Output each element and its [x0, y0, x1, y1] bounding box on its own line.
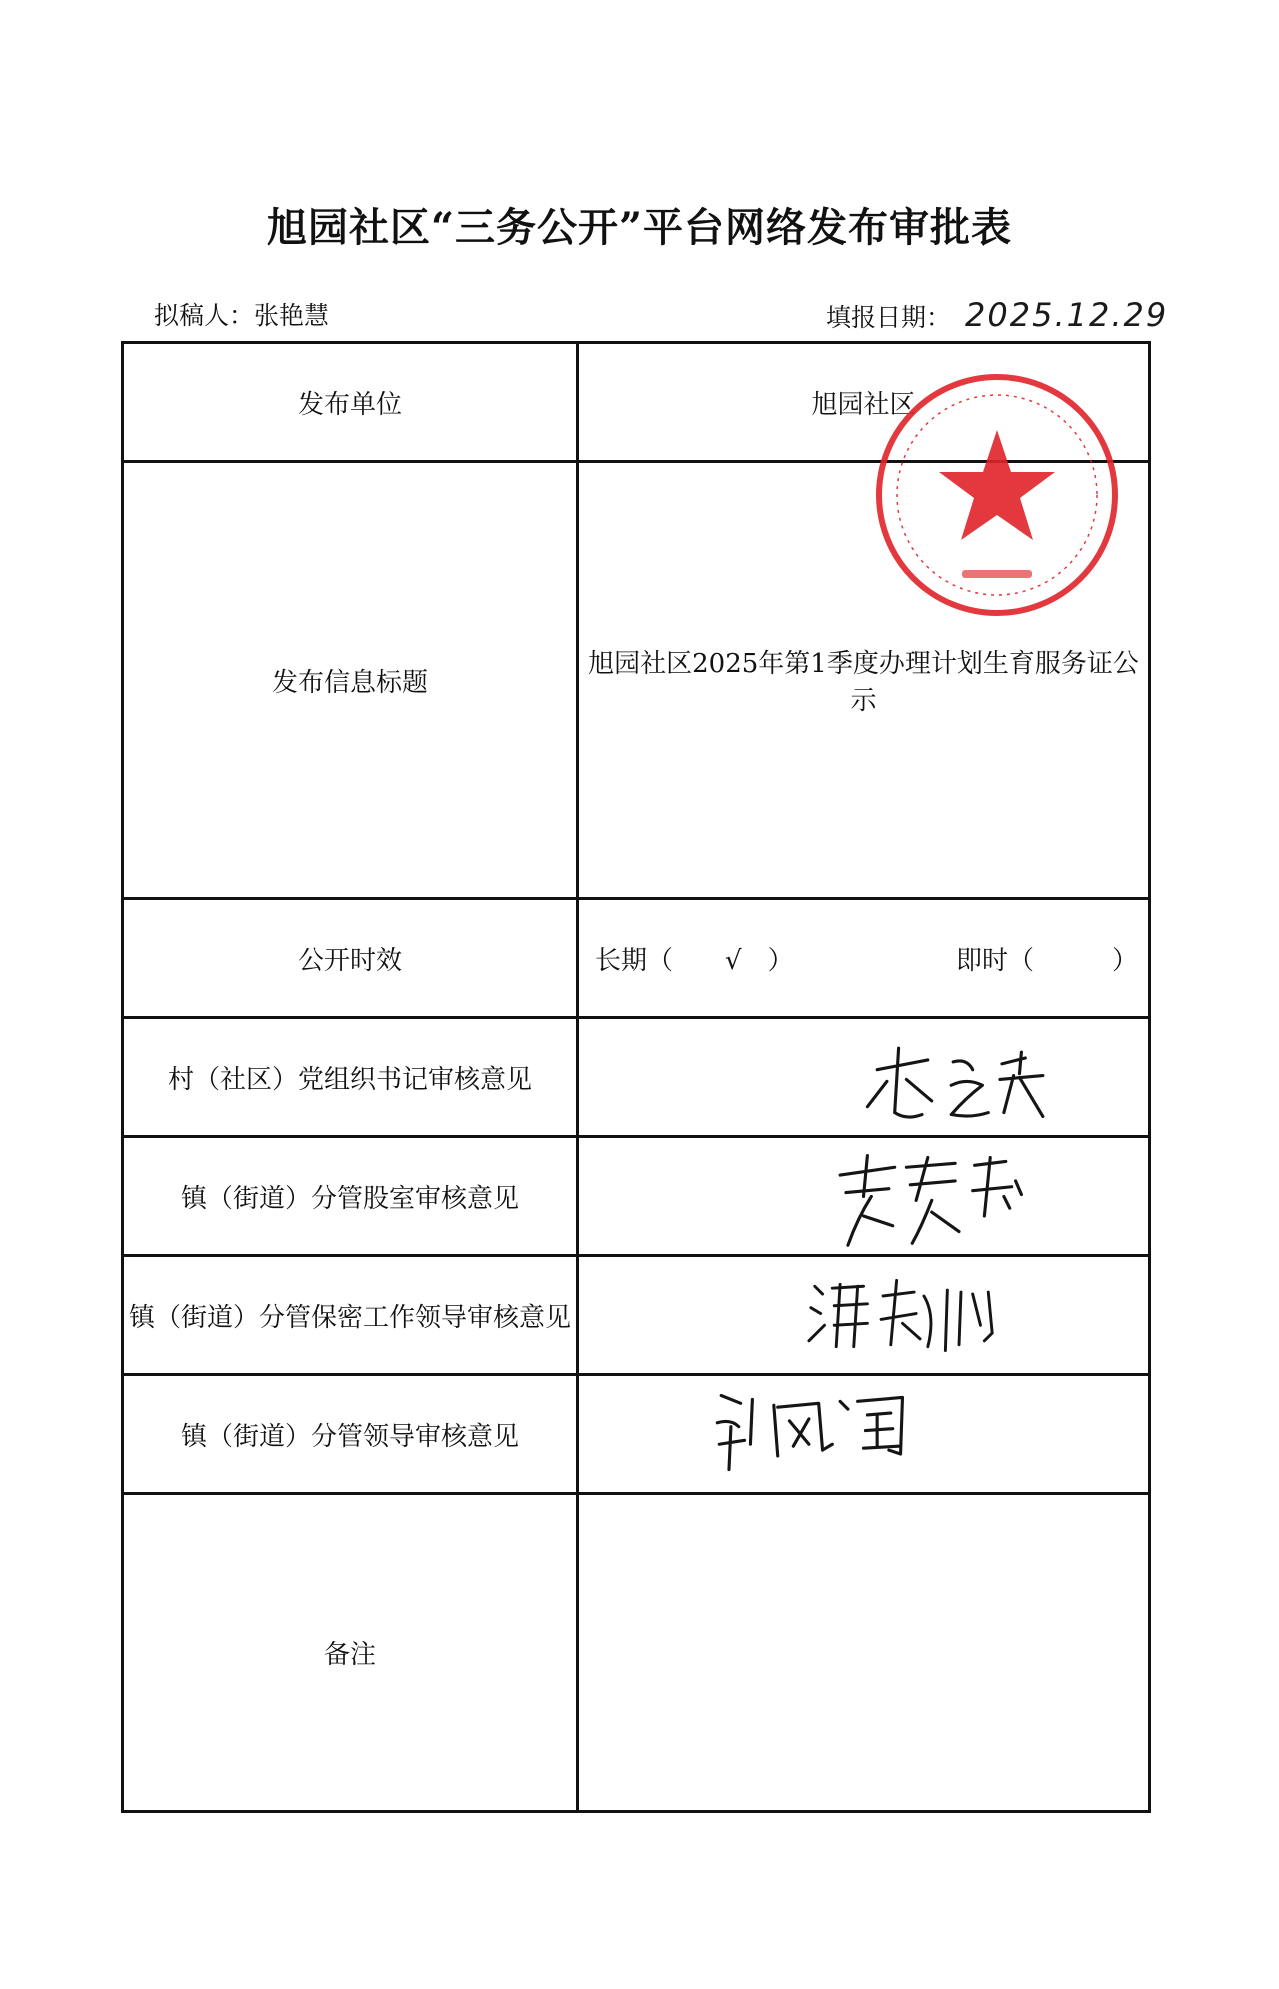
remarks-label: 备注 — [123, 1494, 578, 1812]
date-line — [826, 296, 1168, 334]
drafter-label: 拟稿人： — [154, 301, 255, 330]
secrecy-leader-signature — [578, 1256, 1150, 1375]
table-row — [123, 1256, 1150, 1375]
document-title: 旭园社区“三务公开”平台网络发布审批表 — [266, 204, 1012, 251]
signature-division-leader — [579, 1376, 1148, 1492]
info-title-value: 旭园社区2025年第1季度办理计划生育服务证公示 — [578, 462, 1150, 899]
division-leader-signature — [578, 1375, 1150, 1494]
remarks-value — [578, 1494, 1150, 1812]
party-secretary-label: 村（社区）党组织书记审核意见 — [123, 1018, 578, 1137]
party-secretary-signature — [578, 1018, 1150, 1137]
signature-secrecy-leader — [579, 1257, 1148, 1373]
signature-division-office — [579, 1138, 1148, 1254]
division-office-label: 镇（街道）分管股室审核意见 — [123, 1137, 578, 1256]
drafter-line — [154, 296, 329, 332]
publisher-label: 发布单位 — [123, 343, 578, 462]
signature-party-secretary — [579, 1019, 1148, 1135]
publisher-value: 旭园社区 — [578, 343, 1150, 462]
table-row — [123, 1494, 1150, 1812]
info-title-label: 发布信息标题 — [123, 462, 578, 899]
secrecy-leader-label: 镇（街道）分管保密工作领导审核意见 — [123, 1256, 578, 1375]
division-office-signature — [578, 1137, 1150, 1256]
date-label: 填报日期： — [826, 303, 952, 332]
table-row — [123, 899, 1150, 1018]
immediate-option: 即时（ ） — [955, 945, 1138, 976]
long-term-option: 长期（ √ ） — [595, 945, 794, 976]
division-leader-label: 镇（街道）分管领导审核意见 — [123, 1375, 578, 1494]
drafter-name: 张艳慧 — [254, 301, 330, 330]
validity-value — [578, 899, 1150, 1018]
date-value: 2025.12.29 — [965, 296, 1169, 334]
table-row — [123, 1018, 1150, 1137]
validity-label: 公开时效 — [123, 899, 578, 1018]
table-row — [123, 1137, 1150, 1256]
official-seal — [872, 370, 1122, 620]
table-row — [123, 1375, 1150, 1494]
